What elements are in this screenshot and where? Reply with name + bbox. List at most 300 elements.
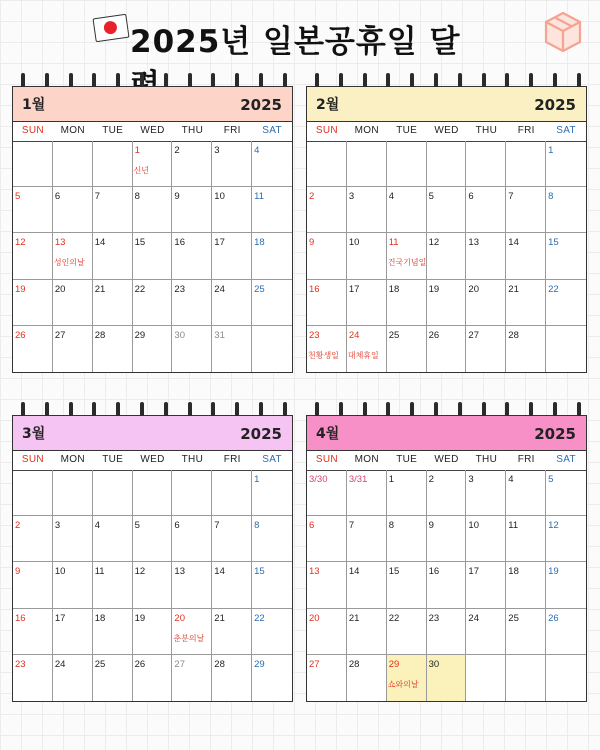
day-cell[interactable] bbox=[466, 562, 506, 608]
day-cell[interactable] bbox=[387, 280, 427, 326]
day-cell[interactable] bbox=[212, 141, 252, 187]
day-cell[interactable] bbox=[53, 516, 93, 562]
day-cell[interactable] bbox=[307, 187, 347, 233]
day-number: 11 bbox=[254, 191, 265, 203]
day-cell[interactable] bbox=[93, 187, 133, 233]
day-number: 13 bbox=[468, 237, 479, 249]
day-number: 12 bbox=[548, 520, 559, 532]
day-number: 9 bbox=[15, 566, 21, 578]
day-number: 5 bbox=[548, 474, 554, 485]
weekday-row bbox=[13, 121, 292, 142]
day-cell[interactable] bbox=[13, 470, 53, 516]
day-cell[interactable] bbox=[133, 562, 173, 608]
weekday-label: WED bbox=[434, 454, 459, 465]
page-title: 2025년 일본공휴일 달 bbox=[130, 24, 461, 60]
day-cell[interactable] bbox=[93, 470, 133, 516]
day-cell[interactable] bbox=[427, 141, 467, 187]
day-cell[interactable] bbox=[172, 516, 212, 562]
day-cell[interactable] bbox=[546, 187, 586, 233]
day-number: 29 bbox=[134, 329, 146, 341]
day-number: 20 bbox=[468, 283, 479, 295]
day-cell[interactable] bbox=[13, 655, 53, 701]
day-number: 7 bbox=[508, 191, 514, 203]
day-cell[interactable] bbox=[506, 280, 546, 326]
weekday-label: WED bbox=[434, 125, 459, 136]
day-number: 20 bbox=[174, 612, 185, 624]
day-cell[interactable] bbox=[53, 141, 93, 187]
day-cell[interactable] bbox=[546, 516, 586, 562]
year-label: 2025 bbox=[534, 96, 576, 114]
day-number: 31 bbox=[214, 329, 225, 341]
day-cell[interactable] bbox=[466, 609, 506, 655]
day-number: 21 bbox=[94, 283, 106, 295]
day-number: 15 bbox=[388, 566, 400, 578]
day-cell[interactable] bbox=[506, 187, 546, 233]
day-number: 28 bbox=[348, 658, 360, 670]
day-number: 15 bbox=[134, 237, 146, 249]
day-number: 7 bbox=[94, 191, 100, 203]
day-number: 15 bbox=[548, 237, 559, 249]
day-cell[interactable] bbox=[212, 562, 252, 608]
weekday-row bbox=[307, 450, 586, 471]
day-cell[interactable] bbox=[387, 516, 427, 562]
day-number: 22 bbox=[548, 283, 559, 295]
day-cell[interactable] bbox=[466, 141, 506, 187]
day-number: 23 bbox=[15, 658, 26, 670]
day-cell[interactable] bbox=[347, 516, 387, 562]
day-number: 3 bbox=[54, 520, 61, 532]
year-label: 2025 bbox=[534, 425, 576, 443]
day-number: 8 bbox=[134, 191, 140, 203]
day-number: 11 bbox=[508, 520, 519, 532]
day-number: 28 bbox=[508, 329, 519, 341]
day-cell[interactable] bbox=[133, 516, 173, 562]
weekday-label: THU bbox=[475, 454, 498, 465]
day-cell[interactable] bbox=[53, 280, 93, 326]
day-cell[interactable] bbox=[506, 516, 546, 562]
day-cell[interactable] bbox=[133, 187, 173, 233]
day-cell[interactable] bbox=[347, 609, 387, 655]
calendar-header bbox=[13, 87, 292, 122]
day-cell[interactable] bbox=[347, 187, 387, 233]
day-grid bbox=[307, 470, 586, 701]
day-number: 3 bbox=[348, 191, 355, 203]
day-cell[interactable] bbox=[466, 470, 506, 516]
day-cell[interactable] bbox=[506, 326, 546, 372]
day-number: 24 bbox=[54, 658, 66, 670]
day-number: 25 bbox=[388, 329, 400, 341]
calendar-january bbox=[12, 86, 293, 373]
day-number: 3 bbox=[214, 145, 220, 156]
day-cell[interactable] bbox=[546, 562, 586, 608]
day-cell[interactable] bbox=[13, 280, 53, 326]
day-number: 25 bbox=[508, 612, 519, 624]
day-number: 20 bbox=[309, 612, 320, 624]
day-number: 28 bbox=[94, 329, 106, 341]
day-cell[interactable] bbox=[93, 516, 133, 562]
day-number: 1 bbox=[134, 145, 140, 156]
day-number: 14 bbox=[348, 566, 360, 578]
day-number: 21 bbox=[214, 612, 225, 624]
weekday-label: SUN bbox=[315, 125, 338, 136]
weekday-label: MON bbox=[60, 125, 85, 136]
day-number: 4 bbox=[508, 474, 514, 485]
day-cell[interactable] bbox=[466, 233, 506, 279]
day-cell[interactable] bbox=[212, 187, 252, 233]
day-cell[interactable] bbox=[466, 516, 506, 562]
day-cell[interactable] bbox=[347, 233, 387, 279]
day-grid bbox=[307, 141, 586, 372]
day-cell[interactable] bbox=[93, 141, 133, 187]
day-cell[interactable] bbox=[546, 609, 586, 655]
day-cell[interactable] bbox=[212, 516, 252, 562]
calendar-header bbox=[13, 416, 292, 451]
day-cell[interactable] bbox=[133, 470, 173, 516]
day-cell[interactable] bbox=[546, 280, 586, 326]
day-number: 5 bbox=[15, 191, 21, 203]
day-cell[interactable] bbox=[93, 562, 133, 608]
day-cell[interactable] bbox=[347, 280, 387, 326]
day-cell[interactable] bbox=[427, 562, 467, 608]
day-number: 21 bbox=[508, 283, 519, 295]
day-cell[interactable] bbox=[53, 562, 93, 608]
day-number: 4 bbox=[388, 191, 394, 203]
month-label: 4월 bbox=[316, 426, 340, 442]
day-cell[interactable] bbox=[466, 326, 506, 372]
day-cell[interactable] bbox=[427, 516, 467, 562]
day-number: 7 bbox=[348, 520, 355, 532]
day-number: 13 bbox=[309, 566, 320, 578]
day-cell[interactable] bbox=[307, 470, 347, 516]
day-cell[interactable] bbox=[93, 655, 133, 701]
day-number: 2 bbox=[174, 145, 180, 156]
day-cell[interactable] bbox=[546, 141, 586, 187]
day-cell[interactable] bbox=[427, 187, 467, 233]
day-cell[interactable] bbox=[506, 233, 546, 279]
day-cell[interactable] bbox=[13, 233, 53, 279]
holiday-label: 쇼와의날 bbox=[387, 679, 419, 689]
day-cell[interactable] bbox=[212, 326, 252, 372]
day-cell[interactable] bbox=[252, 233, 292, 279]
day-cell[interactable] bbox=[506, 562, 546, 608]
weekday-label: MON bbox=[354, 454, 379, 465]
day-number: 30 bbox=[174, 329, 185, 341]
day-cell[interactable] bbox=[307, 280, 347, 326]
weekday-label: SUN bbox=[21, 125, 44, 136]
day-number: 7 bbox=[214, 520, 220, 532]
day-cell[interactable] bbox=[347, 326, 387, 372]
day-number: 23 bbox=[309, 329, 320, 341]
day-number: 12 bbox=[134, 566, 146, 578]
day-cell[interactable] bbox=[347, 562, 387, 608]
day-cell[interactable] bbox=[307, 326, 347, 372]
weekday-label: SUN bbox=[315, 454, 338, 465]
day-number: 2 bbox=[309, 191, 315, 203]
day-cell[interactable] bbox=[133, 655, 173, 701]
day-number: 11 bbox=[388, 237, 399, 249]
day-cell[interactable] bbox=[212, 609, 252, 655]
day-number: 18 bbox=[254, 237, 265, 249]
day-cell[interactable] bbox=[172, 326, 212, 372]
day-number: 5 bbox=[428, 191, 434, 203]
day-cell[interactable] bbox=[53, 470, 93, 516]
weekday-row bbox=[307, 121, 586, 142]
day-cell[interactable] bbox=[212, 470, 252, 516]
day-number: 3/31 bbox=[348, 474, 368, 485]
holiday-label: 신년 bbox=[133, 166, 150, 175]
day-number: 27 bbox=[309, 658, 320, 670]
day-cell[interactable] bbox=[307, 655, 347, 701]
day-cell[interactable] bbox=[307, 516, 347, 562]
day-cell[interactable] bbox=[252, 655, 292, 701]
weekday-label: THU bbox=[475, 125, 498, 136]
day-cell[interactable] bbox=[307, 233, 347, 279]
day-cell[interactable] bbox=[252, 187, 292, 233]
day-cell[interactable] bbox=[427, 280, 467, 326]
day-number: 10 bbox=[214, 191, 225, 203]
day-cell[interactable] bbox=[387, 470, 427, 516]
day-number: 6 bbox=[54, 191, 61, 203]
day-cell[interactable] bbox=[466, 187, 506, 233]
day-number: 8 bbox=[254, 520, 260, 532]
weekday-label: SUN bbox=[21, 454, 44, 465]
day-cell[interactable] bbox=[53, 233, 93, 279]
day-number: 17 bbox=[54, 612, 66, 624]
day-cell[interactable] bbox=[212, 280, 252, 326]
weekday-label: TUE bbox=[396, 454, 418, 465]
day-number: 22 bbox=[388, 612, 400, 624]
weekday-label: MON bbox=[60, 454, 85, 465]
box-logo-icon bbox=[541, 10, 585, 54]
day-cell[interactable] bbox=[347, 470, 387, 516]
day-number: 1 bbox=[388, 474, 394, 485]
day-cell[interactable] bbox=[53, 655, 93, 701]
day-cell[interactable] bbox=[506, 609, 546, 655]
day-cell[interactable] bbox=[133, 326, 173, 372]
day-number: 15 bbox=[254, 566, 265, 578]
day-number: 19 bbox=[134, 612, 146, 624]
weekday-label: FRI bbox=[223, 454, 241, 465]
month-label: 2월 bbox=[316, 97, 340, 113]
day-number: 12 bbox=[15, 237, 26, 249]
day-number: 17 bbox=[348, 283, 360, 295]
day-cell[interactable] bbox=[133, 280, 173, 326]
year-label: 2025 bbox=[240, 96, 282, 114]
day-cell[interactable] bbox=[13, 141, 53, 187]
day-number: 27 bbox=[468, 329, 479, 341]
day-cell[interactable] bbox=[506, 141, 546, 187]
day-cell[interactable] bbox=[252, 609, 292, 655]
day-cell[interactable] bbox=[387, 141, 427, 187]
day-cell[interactable] bbox=[427, 609, 467, 655]
weekday-label: SAT bbox=[556, 125, 576, 136]
day-number: 6 bbox=[468, 191, 474, 203]
day-cell[interactable] bbox=[252, 516, 292, 562]
weekday-label: THU bbox=[181, 125, 204, 136]
japan-flag-icon bbox=[92, 14, 129, 42]
day-number: 16 bbox=[309, 283, 320, 295]
day-cell[interactable] bbox=[172, 280, 212, 326]
weekday-label: WED bbox=[140, 454, 165, 465]
day-number: 11 bbox=[94, 566, 105, 578]
day-cell[interactable] bbox=[13, 562, 53, 608]
day-cell[interactable] bbox=[252, 280, 292, 326]
calendar-february bbox=[306, 86, 587, 373]
day-number: 16 bbox=[428, 566, 440, 578]
day-number: 26 bbox=[548, 612, 559, 624]
day-cell[interactable] bbox=[427, 233, 467, 279]
day-number: 1 bbox=[254, 474, 260, 485]
day-number: 2 bbox=[428, 474, 434, 485]
day-number: 14 bbox=[94, 237, 106, 249]
day-number: 9 bbox=[428, 520, 434, 532]
day-number: 8 bbox=[548, 191, 554, 203]
day-cell[interactable] bbox=[13, 609, 53, 655]
weekday-label: TUE bbox=[396, 125, 418, 136]
day-number: 17 bbox=[214, 237, 225, 249]
weekday-label: WED bbox=[140, 125, 165, 136]
day-number: 10 bbox=[348, 237, 360, 249]
day-cell[interactable] bbox=[387, 326, 427, 372]
day-cell[interactable] bbox=[172, 609, 212, 655]
day-cell[interactable] bbox=[133, 233, 173, 279]
day-cell[interactable] bbox=[172, 470, 212, 516]
day-cell[interactable] bbox=[387, 609, 427, 655]
day-number: 9 bbox=[174, 191, 180, 203]
holiday-label: 건국기념일 bbox=[387, 258, 427, 268]
day-cell[interactable] bbox=[387, 562, 427, 608]
day-cell[interactable] bbox=[252, 470, 292, 516]
day-cell[interactable] bbox=[93, 609, 133, 655]
day-cell[interactable] bbox=[93, 233, 133, 279]
day-cell[interactable] bbox=[53, 609, 93, 655]
day-number: 22 bbox=[134, 283, 146, 295]
day-number: 23 bbox=[174, 283, 185, 295]
day-cell[interactable] bbox=[133, 141, 173, 187]
day-number: 2 bbox=[15, 520, 21, 532]
calendar-header bbox=[307, 87, 586, 122]
weekday-label: THU bbox=[181, 454, 204, 465]
weekday-label: FRI bbox=[223, 125, 241, 136]
day-cell[interactable] bbox=[347, 141, 387, 187]
day-number: 29 bbox=[254, 658, 265, 670]
day-number: 14 bbox=[508, 237, 519, 249]
day-number: 8 bbox=[388, 520, 394, 532]
day-cell[interactable] bbox=[506, 655, 546, 701]
day-cell[interactable] bbox=[307, 141, 347, 187]
day-cell[interactable] bbox=[466, 655, 506, 701]
holiday-label: 성인의날 bbox=[53, 258, 85, 268]
day-cell[interactable] bbox=[252, 141, 292, 187]
day-number: 16 bbox=[15, 612, 26, 624]
day-cell[interactable] bbox=[387, 233, 427, 279]
month-label: 1월 bbox=[22, 97, 46, 113]
day-number: 24 bbox=[468, 612, 479, 624]
day-cell[interactable] bbox=[13, 187, 53, 233]
day-number: 1 bbox=[548, 145, 554, 156]
calendar-april bbox=[306, 415, 587, 702]
day-cell[interactable] bbox=[93, 280, 133, 326]
day-number: 10 bbox=[468, 520, 479, 532]
day-cell[interactable] bbox=[546, 470, 586, 516]
day-cell[interactable] bbox=[307, 609, 347, 655]
day-number: 26 bbox=[15, 329, 26, 341]
day-cell[interactable] bbox=[427, 470, 467, 516]
day-number: 4 bbox=[94, 520, 100, 532]
day-cell[interactable] bbox=[172, 141, 212, 187]
day-cell[interactable] bbox=[427, 326, 467, 372]
day-number: 6 bbox=[174, 520, 180, 532]
day-number: 13 bbox=[54, 237, 66, 249]
day-cell[interactable] bbox=[172, 655, 212, 701]
day-cell[interactable] bbox=[252, 562, 292, 608]
day-number: 4 bbox=[254, 145, 260, 156]
day-number: 18 bbox=[508, 566, 519, 578]
day-cell[interactable] bbox=[172, 233, 212, 279]
day-cell[interactable] bbox=[387, 655, 427, 701]
day-number: 28 bbox=[214, 658, 225, 670]
holiday-label: 천황생일 bbox=[308, 350, 339, 360]
day-cell[interactable] bbox=[172, 562, 212, 608]
month-label: 3월 bbox=[22, 426, 46, 442]
day-number: 22 bbox=[254, 612, 265, 624]
day-number: 19 bbox=[15, 283, 26, 295]
day-cell[interactable] bbox=[347, 655, 387, 701]
holiday-label: 춘분의날 bbox=[173, 633, 205, 643]
day-cell[interactable] bbox=[93, 326, 133, 372]
day-cell[interactable] bbox=[466, 280, 506, 326]
weekday-label: TUE bbox=[102, 125, 124, 136]
weekday-label: SAT bbox=[556, 454, 576, 465]
day-number: 27 bbox=[174, 658, 185, 670]
day-cell[interactable] bbox=[212, 655, 252, 701]
weekday-label: SAT bbox=[262, 454, 282, 465]
weekday-label: FRI bbox=[517, 454, 535, 465]
day-number: 3 bbox=[468, 474, 474, 485]
calendar-header bbox=[307, 416, 586, 451]
day-number: 10 bbox=[54, 566, 66, 578]
day-number: 16 bbox=[174, 237, 185, 249]
day-cell[interactable] bbox=[53, 187, 93, 233]
day-number: 25 bbox=[94, 658, 106, 670]
day-cell[interactable] bbox=[53, 326, 93, 372]
day-number: 18 bbox=[388, 283, 400, 295]
day-cell[interactable] bbox=[13, 326, 53, 372]
day-cell[interactable] bbox=[546, 655, 586, 701]
calendar-march bbox=[12, 415, 293, 702]
day-cell[interactable] bbox=[387, 187, 427, 233]
weekday-label: TUE bbox=[102, 454, 124, 465]
day-number: 26 bbox=[428, 329, 440, 341]
day-number: 21 bbox=[348, 612, 360, 624]
day-cell[interactable] bbox=[506, 470, 546, 516]
day-cell[interactable] bbox=[307, 562, 347, 608]
day-cell[interactable] bbox=[252, 326, 292, 372]
day-cell[interactable] bbox=[212, 233, 252, 279]
day-cell[interactable] bbox=[133, 609, 173, 655]
day-cell[interactable] bbox=[172, 187, 212, 233]
day-number: 19 bbox=[548, 566, 559, 578]
year-label: 2025 bbox=[240, 425, 282, 443]
weekday-label: MON bbox=[354, 125, 379, 136]
day-cell[interactable] bbox=[13, 516, 53, 562]
day-number: 23 bbox=[428, 612, 440, 624]
day-cell[interactable] bbox=[546, 326, 586, 372]
weekday-label: FRI bbox=[517, 125, 535, 136]
day-cell[interactable] bbox=[427, 655, 467, 701]
day-cell[interactable] bbox=[546, 233, 586, 279]
day-number: 24 bbox=[214, 283, 225, 295]
